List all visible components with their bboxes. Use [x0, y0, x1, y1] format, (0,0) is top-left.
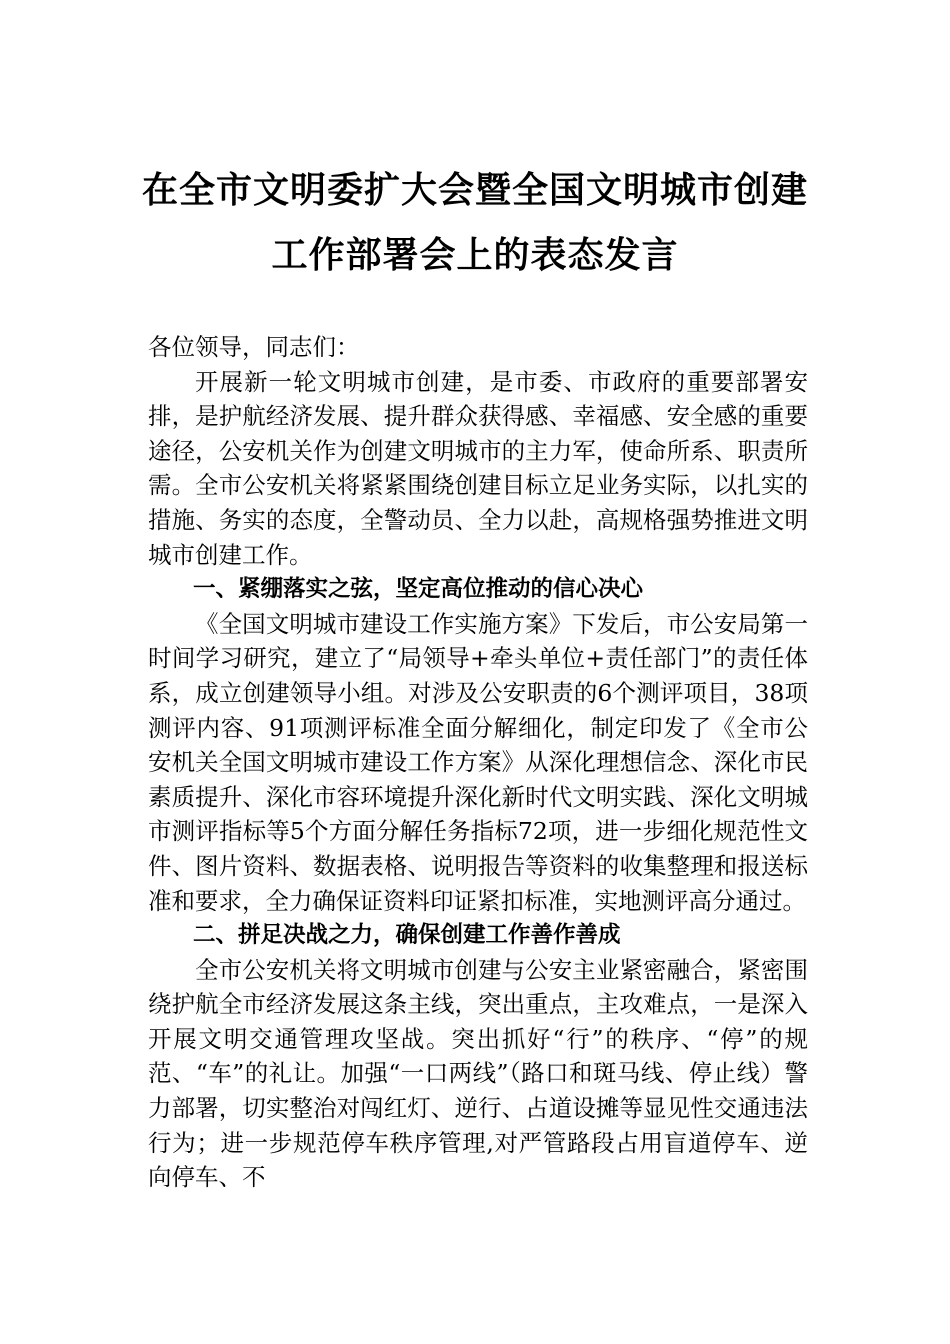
paragraph-intro: 开展新一轮文明城市创建，是市委、市政府的重要部署安排，是护航经济发展、提升群众获得感、幸福感、安全感的重要途径，公安机关作为创建文明城市的主力军，使命所系、职责所需。全市公安机关将紧紧围绕创建目标立足业务实际，以扎实的措施、务实的态度，全警动员、全力以赴，高规格强势推进文明城市创建工作。	[148, 367, 808, 569]
paragraph-section-2: 全市公安机关将文明城市创建与公安主业紧密融合，紧密围绕护航全市经济发展这条主线，突出重点，主攻难点，一是深入开展文明交通管理攻坚战。突出抓好“行”的秩序、“停”的规范、“车”的礼让。加强“一口两线”（路口和斑马线、停止线）警力部署，切实整治对闯红灯、逆行、占道设摊等显见性交通违法行为；进一步规范停车秩序管理,对严管路段占用盲道停车、逆向停车、不	[148, 955, 808, 1192]
document-body	[148, 330, 808, 1195]
salutation: 各位领导，同志们：	[148, 333, 360, 361]
document-title-line-2: 工作部署会上的表态发言	[271, 234, 679, 276]
section-heading-2: 二、拼足决战之力，确保创建工作善作善成	[193, 922, 621, 949]
paragraph-section-1: 《全国文明城市建设工作实施方案》下发后，市公安局第一时间学习研究，建立了“局领导+牵头单位+责任部门”的责任体系，成立创建领导小组。对涉及公安职责的6个测评项目，38项测评内容、91项测评标准全面分解细化，制定印发了《全市公安机关全国文明城市建设工作方案》从深化理想信念、深化市民素质提升、深化市容环境提升深化新时代文明实践、深化文明城市测评指标等5个方面分解任务指标72项，进一步细化规范性文件、图片资料、数据表格、说明报告等资料的收集整理和报送标准和要求，全力确保证资料印证紧扣标准，实地测评高分通过。	[148, 609, 808, 915]
section-heading-1: 一、紧绷落实之弦，坚定高位推动的信心决心	[193, 576, 644, 603]
document-title-line-1: 在全市文明委扩大会暨全国文明城市创建	[141, 169, 808, 211]
